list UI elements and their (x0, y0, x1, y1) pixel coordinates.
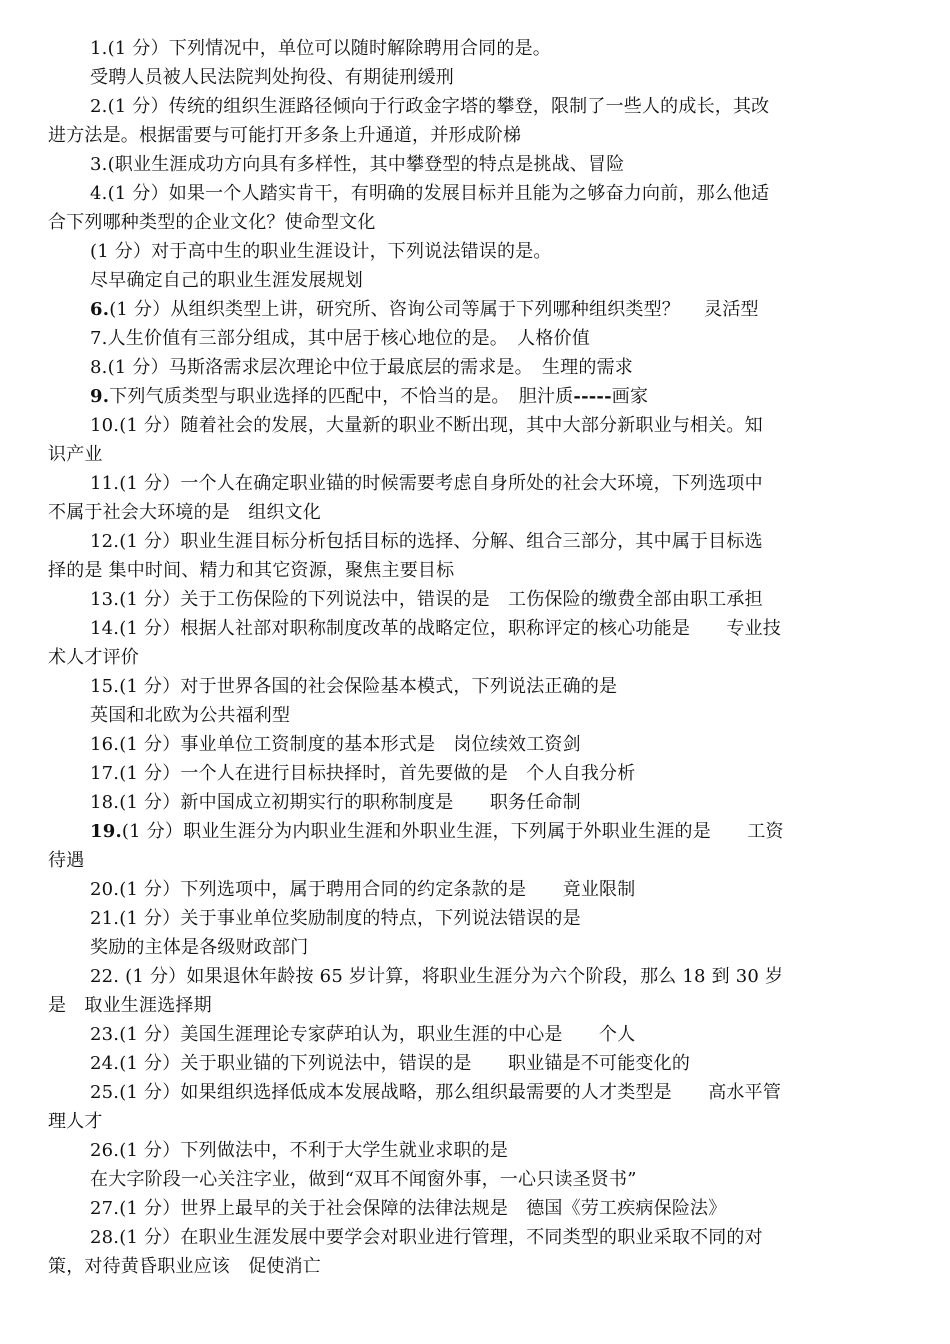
line-text: 尽早确定自己的职业生涯发展规划 (90, 270, 363, 291)
text-line (48, 1078, 910, 1107)
line-text: 24.(1 分）关于职业锚的下列说法中，错误的是 职业锚是不可能变化的 (90, 1053, 691, 1074)
text-line (48, 324, 910, 353)
text-line (48, 730, 910, 759)
text-line (48, 1194, 910, 1223)
line-text: 11.(1 分）一个人在确定职业锚的时候需要考虑自身所处的社会大环境，下列选项中 (90, 473, 763, 494)
text-line (48, 846, 910, 875)
line-text: 14.(1 分）根据人社部对职称制度改革的战略定位，职称评定的核心功能是 专业技 (90, 618, 782, 639)
text-line (48, 585, 910, 614)
text-line (48, 382, 910, 411)
line-text: 28.(1 分）在职业生涯发展中要学会对职业进行管理，不同类型的职业采取不同的对 (90, 1227, 763, 1248)
line-text: 12.(1 分）职业生涯目标分析包括目标的选择、分解、组合三部分，其中属于目标选 (90, 531, 763, 552)
text-line (48, 498, 910, 527)
line-text: 4.(1 分）如果一个人踏实肯干，有明确的发展目标并且能为之够奋力向前，那么他适 (90, 183, 770, 204)
line-text: 16.(1 分）事业单位工资制度的基本形式是 岗位续效工资剑 (90, 734, 581, 755)
text-line (48, 962, 910, 991)
line-text: 不属于社会大环境的是 组织文化 (48, 502, 321, 523)
text-line (48, 469, 910, 498)
line-text: 23.(1 分）美国生涯理论专家萨珀认为，职业生涯的中心是 个人 (90, 1024, 636, 1045)
line-text: (1 分）对于高中生的职业生涯设计，下列说法错误的是。 (90, 241, 552, 262)
line-text: 20.(1 分）下列选项中，属于聘用合同的约定条款的是 竟业限制 (90, 879, 636, 900)
line-text: 识产业 (48, 444, 103, 465)
line-text: 术人才评价 (48, 647, 139, 668)
line-text: 择的是 集中时间、精力和其它资源，聚焦主要目标 (48, 560, 455, 581)
text-line (48, 991, 910, 1020)
text-line (48, 672, 910, 701)
text-line (48, 237, 910, 266)
line-text: 2.(1 分）传统的组织生涯路径倾向于行政金字塔的攀登，限制了一些人的成长，其改 (90, 96, 770, 117)
line-text: 17.(1 分）一个人在进行目标抉择时，首先要做的是 个人自我分析 (90, 763, 636, 784)
text-line (48, 788, 910, 817)
line-text: 英国和北欧为公共福利型 (90, 705, 291, 726)
line-text: 25.(1 分）如果组织选择低成本发展战略，那么组织最需要的人才类型是 高水平管 (90, 1082, 782, 1103)
dash-separator: ----- (573, 386, 612, 407)
text-line (48, 759, 910, 788)
text-line (48, 295, 910, 324)
text-line (48, 1165, 910, 1194)
text-line (48, 817, 910, 846)
text-line (48, 121, 910, 150)
line-text: (1 分）职业生涯分为内职业生涯和外职业生涯，下列属于外职业生涯的是 工资 (121, 821, 784, 842)
text-line (48, 92, 910, 121)
line-text: 进方法是。根据雷要与可能打开多条上升通道，并形成阶梯 (48, 125, 522, 146)
text-line (48, 440, 910, 469)
line-text: 8.(1 分）马斯洛需求层次理论中位于最底层的需求是。 生理的需求 (90, 357, 633, 378)
line-text: 26.(1 分）下列做法中，不利于大学生就业求职的是 (90, 1140, 509, 1161)
line-text: 策，对待黄昏职业应该 促使消亡 (48, 1256, 321, 1277)
text-line (48, 701, 910, 730)
line-text: 27.(1 分）世界上最早的关于社会保障的法律法规是 德国《劳工疾病保险法》 (90, 1198, 727, 1219)
text-line (48, 643, 910, 672)
text-line (48, 527, 910, 556)
text-line (48, 411, 910, 440)
line-text: 21.(1 分）关于事业单位奖励制度的特点，下列说法错误的是 (90, 908, 581, 929)
line-text: 是 取业生涯选择期 (48, 995, 212, 1016)
text-line (48, 556, 910, 585)
text-line (48, 614, 910, 643)
line-text: 1.(1 分）下列情况中，单位可以随时解除聘用合同的是。 (90, 38, 551, 59)
line-text: 3.(职业生涯成功方向具有多样性，其中攀登型的特点是挑战、冒险 (90, 154, 625, 175)
text-line (48, 208, 910, 237)
line-text: 在大字阶段一心关注字业，做到“双耳不闻窗外事，一心只读圣贤书” (90, 1169, 637, 1190)
line-text: 下列气质类型与职业选择的匹配中，不恰当的是。 胆汁质 (109, 386, 574, 407)
line-tail: 画家 (611, 386, 649, 407)
line-text: 奖励的主体是各级财政部门 (90, 937, 309, 958)
line-text: 10.(1 分）随着社会的发展，大量新的职业不断出现，其中大部分新职业与相关。知 (90, 415, 763, 436)
text-line (48, 353, 910, 382)
text-line (48, 1223, 910, 1252)
text-line (48, 266, 910, 295)
question-number: 6. (90, 299, 110, 320)
line-text: 22. (1 分）如果退休年龄按 65 岁计算，将职业生涯分为六个阶段，那么 18 到 30 岁 (90, 966, 784, 987)
line-text: 13.(1 分）关于工伤保险的下列说法中，错误的是 工伤保险的缴费全部由职工承担 (90, 589, 763, 610)
text-line (48, 63, 910, 92)
line-text: 待遇 (48, 850, 85, 871)
line-text: 15.(1 分）对于世界各国的社会保险基本模式，下列说法正确的是 (90, 676, 618, 697)
line-text: 受聘人员被人民法院判处拘役、有期徒刑缓刑 (90, 67, 454, 88)
text-line (48, 875, 910, 904)
text-line (48, 1107, 910, 1136)
text-line (48, 1049, 910, 1078)
text-line (48, 150, 910, 179)
text-line (48, 179, 910, 208)
text-line (48, 1136, 910, 1165)
line-text: 合下列哪种类型的企业文化？使命型文化 (48, 212, 376, 233)
text-line (48, 904, 910, 933)
line-text: (1 分）从组织类型上讲，研究所、咨询公司等属于下列哪种组织类型？ 灵活型 (109, 299, 759, 320)
line-text: 18.(1 分）新中国成立初期实行的职称制度是 职务任命制 (90, 792, 581, 813)
question-number: 9. (90, 386, 110, 407)
text-line (48, 1020, 910, 1049)
text-line (48, 1252, 910, 1281)
line-text: 理人才 (48, 1111, 103, 1132)
text-line (48, 34, 910, 63)
text-line (48, 933, 910, 962)
question-number: 19. (90, 821, 122, 842)
line-text: 7.人生价值有三部分组成，其中居于核心地位的是。 人格价值 (90, 328, 590, 349)
